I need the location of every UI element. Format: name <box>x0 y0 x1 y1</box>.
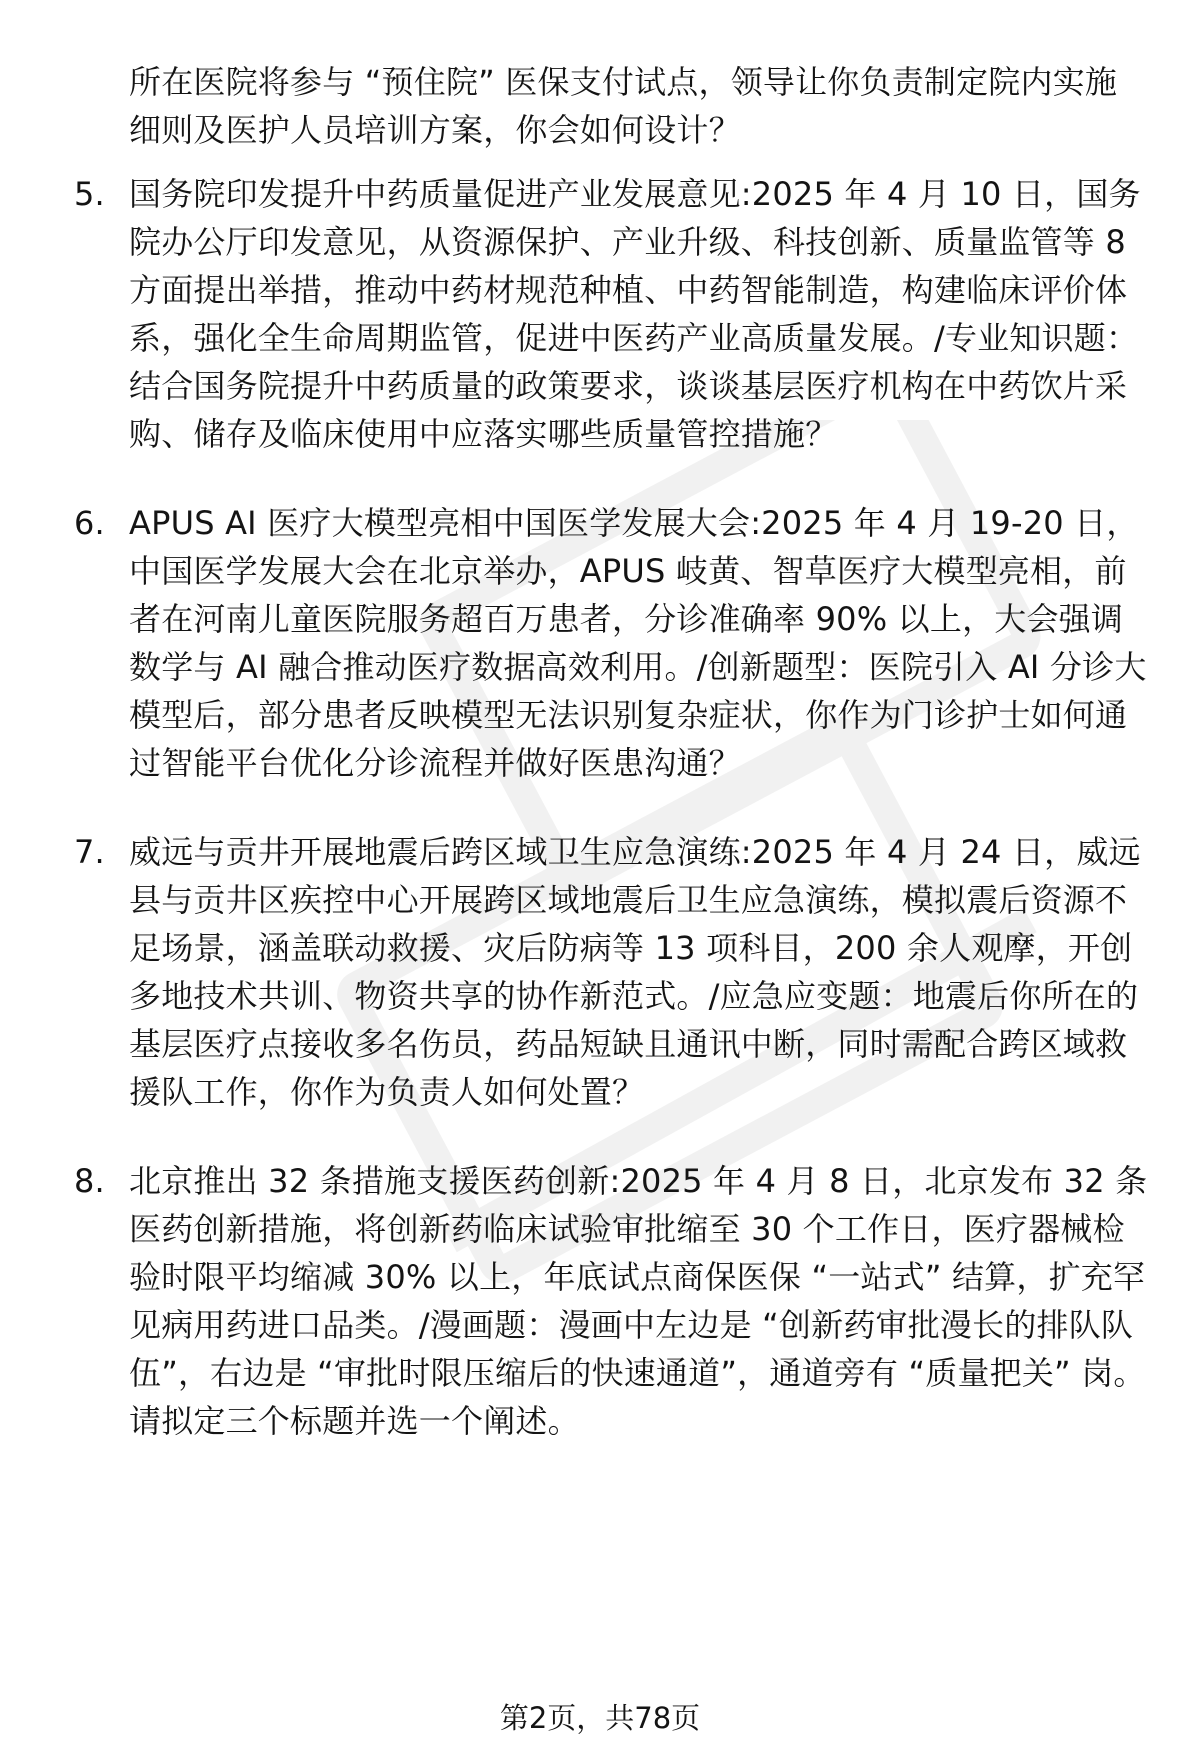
item-text: APUS AI 医疗大模型亮相中国医学发展大会:2025 年 4 月 19-20 日，中国医学发展大会在北京举办，APUS 岐黄、智草医疗大模型亮相，前者在河南儿童医院服务超百万患者，分诊准确率 90% 以上，大会强调数学与 AI 融合推动医疗数据高效利用。/创新题型：医院引入 AI 分诊大模型后，部分患者反映模型无法识别复杂症状，你作为门诊护士如何通过智能平台优化分诊流程并做好医患沟通？ <box>129 504 1147 782</box>
item-number: 8. <box>74 1162 105 1200</box>
list-item <box>0 499 1200 787</box>
list-item <box>0 170 1200 458</box>
page-footer: 第2页，共78页 <box>499 1701 701 1735</box>
item-number: 7. <box>74 833 105 871</box>
continuation-paragraph: 所在医院将参与 “预住院” 医保支付试点，领导让你负责制定院内实施细则及医护人员培训方案，你会如何设计？ <box>129 63 1118 149</box>
item-number: 6. <box>74 504 105 542</box>
item-text: 北京推出 32 条措施支援医药创新:2025 年 4 月 8 日，北京发布 32 条医药创新措施，将创新药临床试验审批缩至 30 个工作日，医疗器械检验时限平均缩减 30% 以上，年底试点商保医保 “一站式” 结算，扩充罕见病用药进口品类。/漫画题：漫画中左边是 “创新药审批漫长的排队队伍”，右边是 “审批时限压缩后的快速通道”，通道旁有 “质量把关” 岗。请拟定三个标题并选一个阐述。 <box>129 1162 1148 1440</box>
list-item <box>0 1157 1200 1445</box>
item-number: 5. <box>74 175 105 213</box>
question-list <box>0 170 1200 1486</box>
item-text: 威远与贡井开展地震后跨区域卫生应急演练:2025 年 4 月 24 日，威远县与贡井区疾控中心开展跨区域地震后卫生应急演练，模拟震后资源不足场景，涵盖联动救援、灾后防病等 13 项科目，200 余人观摩，开创多地技术共训、物资共享的协作新范式。/应急应变题：地震后你所在的基层医疗点接收多名伤员，药品短缺且通讯中断，同时需配合跨区域救援队工作，你作为负责人如何处置？ <box>129 833 1141 1111</box>
list-item <box>0 828 1200 1116</box>
item-text: 国务院印发提升中药质量促进产业发展意见:2025 年 4 月 10 日，国务院办公厅印发意见，从资源保护、产业升级、科技创新、质量监管等 8 方面提出举措，推动中药材规范种植、中药智能制造，构建临床评价体系，强化全生命周期监管，促进中医药产业高质量发展。/专业知识题：结合国务院提升中药质量的政策要求，谈谈基层医疗机构在中药饮片采购、储存及临床使用中应落实哪些质量管控措施？ <box>129 175 1141 453</box>
